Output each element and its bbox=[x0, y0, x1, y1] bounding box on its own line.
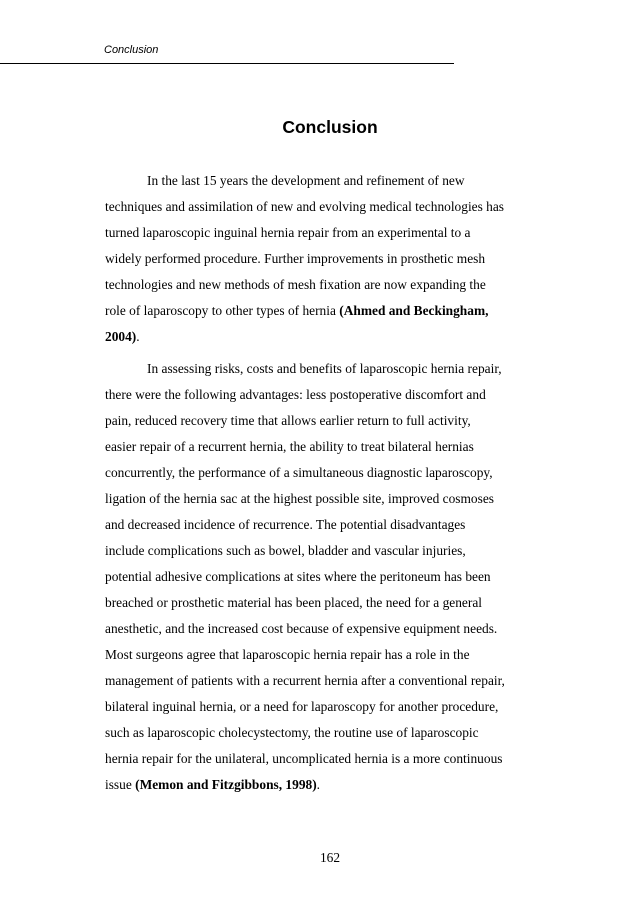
text-line: bilateral inguinal hernia, or a need for laparoscopy for another procedure, bbox=[105, 699, 499, 714]
text-line: such as laparoscopic cholecystectomy, the routine use of laparoscopic bbox=[105, 725, 479, 740]
text-line: potential adhesive complications at sites where the peritoneum has been bbox=[105, 569, 491, 584]
header-rule bbox=[0, 63, 454, 64]
paragraph-1 bbox=[105, 168, 557, 350]
text-line: management of patients with a recurrent hernia after a conventional repair, bbox=[105, 673, 505, 688]
end-punctuation: . bbox=[136, 329, 140, 344]
text-fragment: issue bbox=[105, 777, 136, 792]
running-header: Conclusion bbox=[104, 44, 159, 56]
text-line: hernia repair for the unilateral, uncomplicated hernia is a more continuous bbox=[105, 751, 503, 766]
text-line: Most surgeons agree that laparoscopic hernia repair has a role in the bbox=[105, 647, 470, 662]
text-line: pain, reduced recovery time that allows earlier return to full activity, bbox=[105, 413, 471, 428]
page-number: 162 bbox=[319, 850, 341, 865]
text-line: and decreased incidence of recurrence. The potential disadvantages bbox=[105, 517, 466, 532]
citation: 2004) bbox=[105, 329, 137, 344]
text-line bbox=[105, 772, 557, 798]
page-title: Conclusion bbox=[282, 117, 378, 137]
text-line: In the last 15 years the development and refinement of new bbox=[147, 173, 465, 188]
text-fragment: role of laparoscopy to other types of hernia bbox=[105, 303, 340, 318]
text-line: include complications such as bowel, bladder and vascular injuries, bbox=[105, 543, 466, 558]
text-line: turned laparoscopic inguinal hernia repair from an experimental to a bbox=[105, 225, 471, 240]
text-line: there were the following advantages: less postoperative discomfort and bbox=[105, 387, 486, 402]
text-line: easier repair of a recurrent hernia, the ability to treat bilateral hernias bbox=[105, 439, 474, 454]
citation: (Ahmed and Beckingham, bbox=[339, 303, 489, 318]
citation: (Memon and Fitzgibbons, 1998) bbox=[135, 777, 317, 792]
end-punctuation: . bbox=[316, 777, 321, 792]
text-line: concurrently, the performance of a simultaneous diagnostic laparoscopy, bbox=[105, 465, 493, 480]
text-line bbox=[105, 298, 557, 324]
text-line: techniques and assimilation of new and evolving medical technologies has bbox=[105, 199, 505, 214]
body-text bbox=[105, 168, 557, 798]
text-line bbox=[105, 324, 557, 350]
text-line: widely performed procedure. Further improvements in prosthetic mesh bbox=[105, 251, 486, 266]
text-line: In assessing risks, costs and benefits of laparoscopic hernia repair, bbox=[147, 361, 502, 376]
text-line: ligation of the hernia sac at the highest possible site, improved cosmoses bbox=[105, 491, 494, 506]
text-line: breached or prosthetic material has been placed, the need for a general bbox=[105, 595, 482, 610]
text-line: anesthetic, and the increased cost because of expensive equipment needs. bbox=[105, 621, 498, 636]
text-line: technologies and new methods of mesh fixation are now expanding the bbox=[105, 277, 486, 292]
paragraph-2 bbox=[105, 356, 557, 798]
